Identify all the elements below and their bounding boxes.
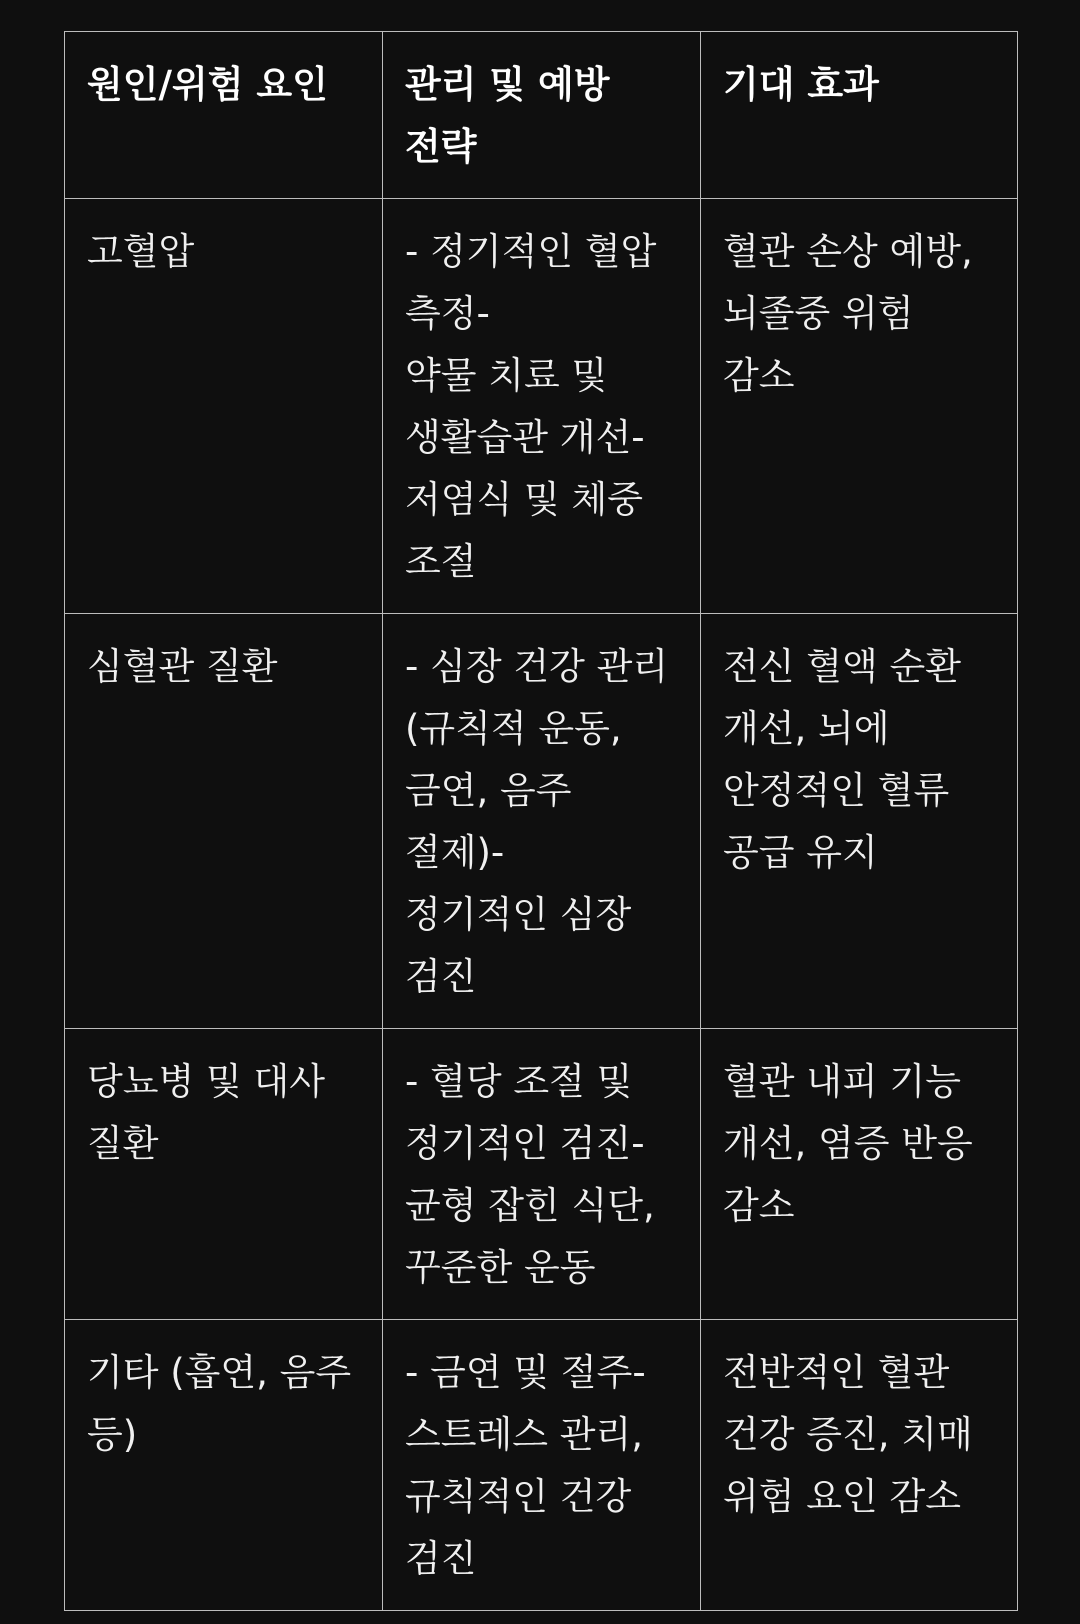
strategy-line: - 심장 건강 관리(규칙적 운동, 금연, 음주 절제)- bbox=[405, 645, 669, 874]
risk-factor-table bbox=[64, 31, 1018, 1611]
header-cell-factor: 원인/위험 요인 bbox=[65, 32, 383, 199]
strategy-line: 스트레스 관리, 규칙적인 건강 검진 bbox=[405, 1413, 643, 1580]
strategy-line: 약물 치료 및 생활습관 개선- bbox=[405, 354, 645, 459]
factor-cell: 기타 (흡연, 음주 등) bbox=[65, 1320, 383, 1611]
table-row bbox=[65, 614, 1018, 1029]
strategy-line: 저염식 및 체중 조절 bbox=[405, 478, 643, 583]
strategy-cell bbox=[383, 1320, 701, 1611]
strategy-cell bbox=[383, 199, 701, 614]
strategy-line: 정기적인 심장 검진 bbox=[405, 893, 632, 998]
effect-cell: 혈관 손상 예방, 뇌졸중 위험 감소 bbox=[701, 199, 1018, 614]
header-row bbox=[65, 32, 1018, 199]
factor-cell: 고혈압 bbox=[65, 199, 383, 614]
strategy-line: - 정기적인 혈압 측정- bbox=[405, 230, 657, 335]
header-cell-strategy: 관리 및 예방 전략 bbox=[383, 32, 701, 199]
strategy-line: - 혈당 조절 및 정기적인 검진- bbox=[405, 1060, 645, 1165]
table-body bbox=[65, 199, 1018, 1611]
table-row bbox=[65, 199, 1018, 614]
effect-cell: 전반적인 혈관 건강 증진, 치매 위험 요인 감소 bbox=[701, 1320, 1018, 1611]
effect-cell: 전신 혈액 순환 개선, 뇌에 안정적인 혈류 공급 유지 bbox=[701, 614, 1018, 1029]
table-row bbox=[65, 1320, 1018, 1611]
strategy-line: - 금연 및 절주- bbox=[405, 1351, 646, 1394]
table-header bbox=[65, 32, 1018, 199]
factor-cell: 심혈관 질환 bbox=[65, 614, 383, 1029]
strategy-cell bbox=[383, 614, 701, 1029]
risk-factor-table-container bbox=[64, 31, 1017, 1611]
strategy-cell bbox=[383, 1029, 701, 1320]
effect-cell: 혈관 내피 기능 개선, 염증 반응 감소 bbox=[701, 1029, 1018, 1320]
header-cell-effect: 기대 효과 bbox=[701, 32, 1018, 199]
table-row bbox=[65, 1029, 1018, 1320]
factor-cell: 당뇨병 및 대사 질환 bbox=[65, 1029, 383, 1320]
strategy-line: 균형 잡힌 식단, 꾸준한 운동 bbox=[405, 1184, 655, 1289]
